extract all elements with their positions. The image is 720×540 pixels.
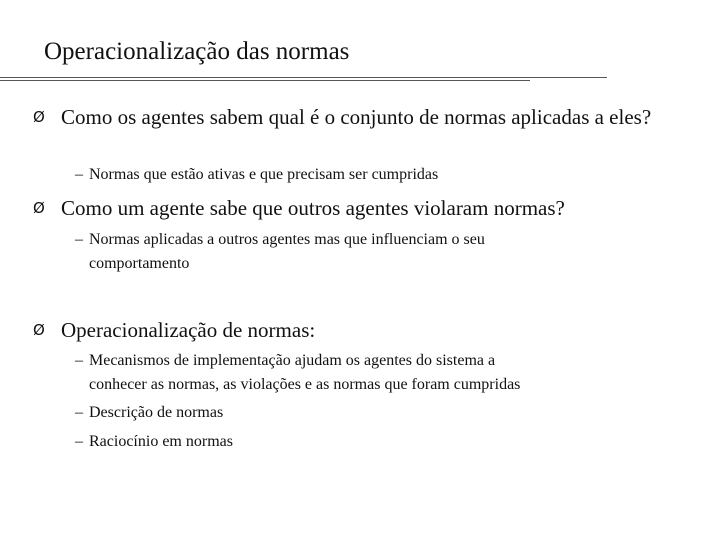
dash-marker: – — [75, 404, 83, 421]
sub-item-text: Normas aplicadas a outros agentes mas que influenciam o seu — [89, 231, 485, 248]
dash-marker: – — [75, 231, 83, 248]
sub-item — [75, 349, 675, 397]
bullet-text: Como um agente sabe que outros agentes violaram normas? — [61, 196, 565, 220]
arrowhead-bullet-icon: Ø — [33, 321, 45, 339]
sub-item-text: Descrição de normas — [89, 404, 224, 421]
bullet-text: Operacionalização de normas: — [61, 318, 316, 342]
title-underline-short — [0, 80, 530, 81]
dash-marker: – — [75, 166, 83, 183]
sub-item-text: Normas que estão ativas e que precisam ser cumpridas — [89, 166, 439, 183]
sub-item-text: Mecanismos de implementação ajudam os agentes do sistema a — [89, 352, 496, 369]
sub-item — [75, 401, 675, 425]
slide-title: Operacionalização das normas — [44, 38, 350, 65]
sub-item — [75, 163, 675, 187]
sub-item-text-continued: comportamento — [89, 255, 190, 272]
dash-marker: – — [75, 433, 83, 450]
arrowhead-bullet-icon: Ø — [33, 199, 45, 217]
sub-item — [75, 228, 675, 276]
dash-marker: – — [75, 352, 83, 369]
sub-item — [75, 430, 675, 454]
arrowhead-bullet-icon: Ø — [33, 108, 45, 126]
sub-item-text: Raciocínio em normas — [89, 433, 233, 450]
bullet-text: Como os agentes sabem qual é o conjunto de normas aplicadas a eles? — [61, 105, 652, 129]
title-underline-long — [0, 77, 607, 78]
sub-item-text-continued: conhecer as normas, as violações e as normas que foram cumpridas — [89, 376, 521, 393]
